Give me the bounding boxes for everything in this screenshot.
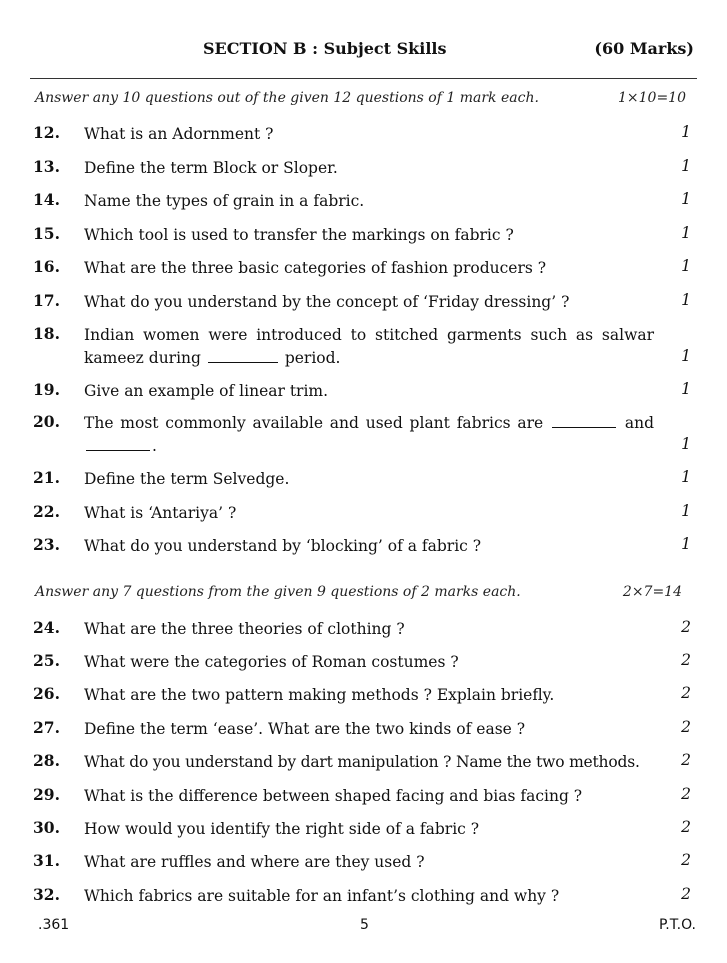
- question-number: 27.: [33, 718, 60, 737]
- question-marks: 1: [681, 380, 691, 398]
- question-marks: 2: [681, 751, 691, 769]
- fill-blank: [552, 426, 616, 428]
- question-text: What do you understand by the concept of ‘Friday dressing’ ?: [84, 293, 570, 311]
- question-marks: 2: [681, 651, 691, 669]
- question-marks: 1: [681, 190, 691, 208]
- question-number: 25.: [33, 651, 60, 670]
- paper-code: .361: [38, 917, 70, 933]
- question-marks: 2: [681, 684, 691, 702]
- question-text: What are ruffles and where are they used ?: [84, 853, 425, 871]
- question-marks: 1: [681, 435, 691, 453]
- fill-blank: [208, 361, 278, 363]
- question-number: 17.: [33, 291, 60, 310]
- question-text: How would you identify the right side of a fabric ?: [84, 820, 480, 838]
- question-number: 29.: [33, 785, 60, 804]
- part1-instruction: [35, 90, 690, 112]
- question-marks: 1: [681, 224, 691, 242]
- question-number: 23.: [33, 535, 60, 554]
- question-text: What are the two pattern making methods ? Explain briefly.: [84, 686, 555, 704]
- question-marks: 1: [681, 257, 691, 275]
- question-number: 19.: [33, 380, 60, 399]
- question-number: 31.: [33, 851, 60, 870]
- question-marks: 1: [681, 157, 691, 175]
- question-number: 20.: [33, 412, 60, 431]
- question-text: Give an example of linear trim.: [84, 382, 329, 400]
- question-marks: 1: [681, 347, 691, 365]
- question-text: Define the term Selvedge.: [84, 470, 290, 488]
- question-text: Which fabrics are suitable for an infant’s clothing and why ?: [84, 887, 560, 905]
- page-footer: [0, 917, 727, 937]
- question-text: What do you understand by ‘blocking’ of a fabric ?: [84, 537, 482, 555]
- part1-score: 1×10=10: [618, 90, 686, 106]
- question-number: 32.: [33, 885, 60, 904]
- question-marks: 2: [681, 851, 691, 869]
- question-text-part-c: .: [152, 437, 157, 455]
- question-text-part-a: Indian women were introduced to stitched garments such as salwar kameez during: [84, 326, 654, 367]
- question-number: 12.: [33, 123, 60, 142]
- question-text-part-b: and: [624, 414, 654, 432]
- question-text: Define the term Block or Sloper.: [84, 159, 338, 177]
- question-number: 16.: [33, 257, 60, 276]
- part2-score: 2×7=14: [622, 584, 682, 600]
- section-title: SECTION B : Subject Skills: [203, 39, 447, 58]
- question-marks: 1: [681, 468, 691, 486]
- question-marks: 2: [681, 618, 691, 636]
- question-number: 13.: [33, 157, 60, 176]
- question-text: Define the term ‘ease’. What are the two kinds of ease ?: [84, 720, 526, 738]
- question-text: Name the types of grain in a fabric.: [84, 192, 365, 210]
- page-number: 5: [360, 917, 369, 933]
- section-total-marks: (60 Marks): [594, 39, 694, 58]
- question-number: 15.: [33, 224, 60, 243]
- question-text: What is the difference between shaped facing and bias facing ?: [84, 787, 583, 805]
- question-marks: 2: [681, 718, 691, 736]
- question-text: What were the categories of Roman costumes ?: [84, 653, 459, 671]
- question-number: 30.: [33, 818, 60, 837]
- question-text-part-a: The most commonly available and used plant fabrics are: [84, 414, 544, 432]
- question-text: [84, 324, 654, 370]
- question-number: 22.: [33, 502, 60, 521]
- question-number: 21.: [33, 468, 60, 487]
- part2-instruction-text: Answer any 7 questions from the given 9 questions of 2 marks each.: [35, 584, 521, 600]
- pto-label: P.T.O.: [659, 917, 696, 933]
- question-number: 28.: [33, 751, 60, 770]
- part1-instruction-text: Answer any 10 questions out of the given 12 questions of 1 mark each.: [35, 90, 539, 106]
- question-text: What do you understand by dart manipulation ? Name the two methods.: [84, 753, 640, 771]
- fill-blank: [86, 449, 150, 451]
- question-marks: 2: [681, 785, 691, 803]
- question-number: 18.: [33, 324, 60, 343]
- question-text-part-b: period.: [284, 349, 341, 367]
- question-number: 24.: [33, 618, 60, 637]
- question-marks: 2: [681, 818, 691, 836]
- question-number: 26.: [33, 684, 60, 703]
- question-text: [84, 412, 654, 458]
- question-text: What is an Adornment ?: [84, 125, 274, 143]
- question-marks: 1: [681, 535, 691, 553]
- question-text: What are the three basic categories of fashion producers ?: [84, 259, 547, 277]
- question-marks: 1: [681, 502, 691, 520]
- question-marks: 1: [681, 123, 691, 141]
- question-marks: 1: [681, 291, 691, 309]
- question-text: Which tool is used to transfer the markings on fabric ?: [84, 226, 514, 244]
- question-marks: 2: [681, 885, 691, 903]
- question-text: What is ‘Antariya’ ?: [84, 504, 237, 522]
- section-header: [0, 39, 727, 63]
- question-number: 14.: [33, 190, 60, 209]
- question-text: What are the three theories of clothing ?: [84, 620, 405, 638]
- header-divider: [30, 78, 697, 79]
- part2-instruction: [35, 584, 690, 606]
